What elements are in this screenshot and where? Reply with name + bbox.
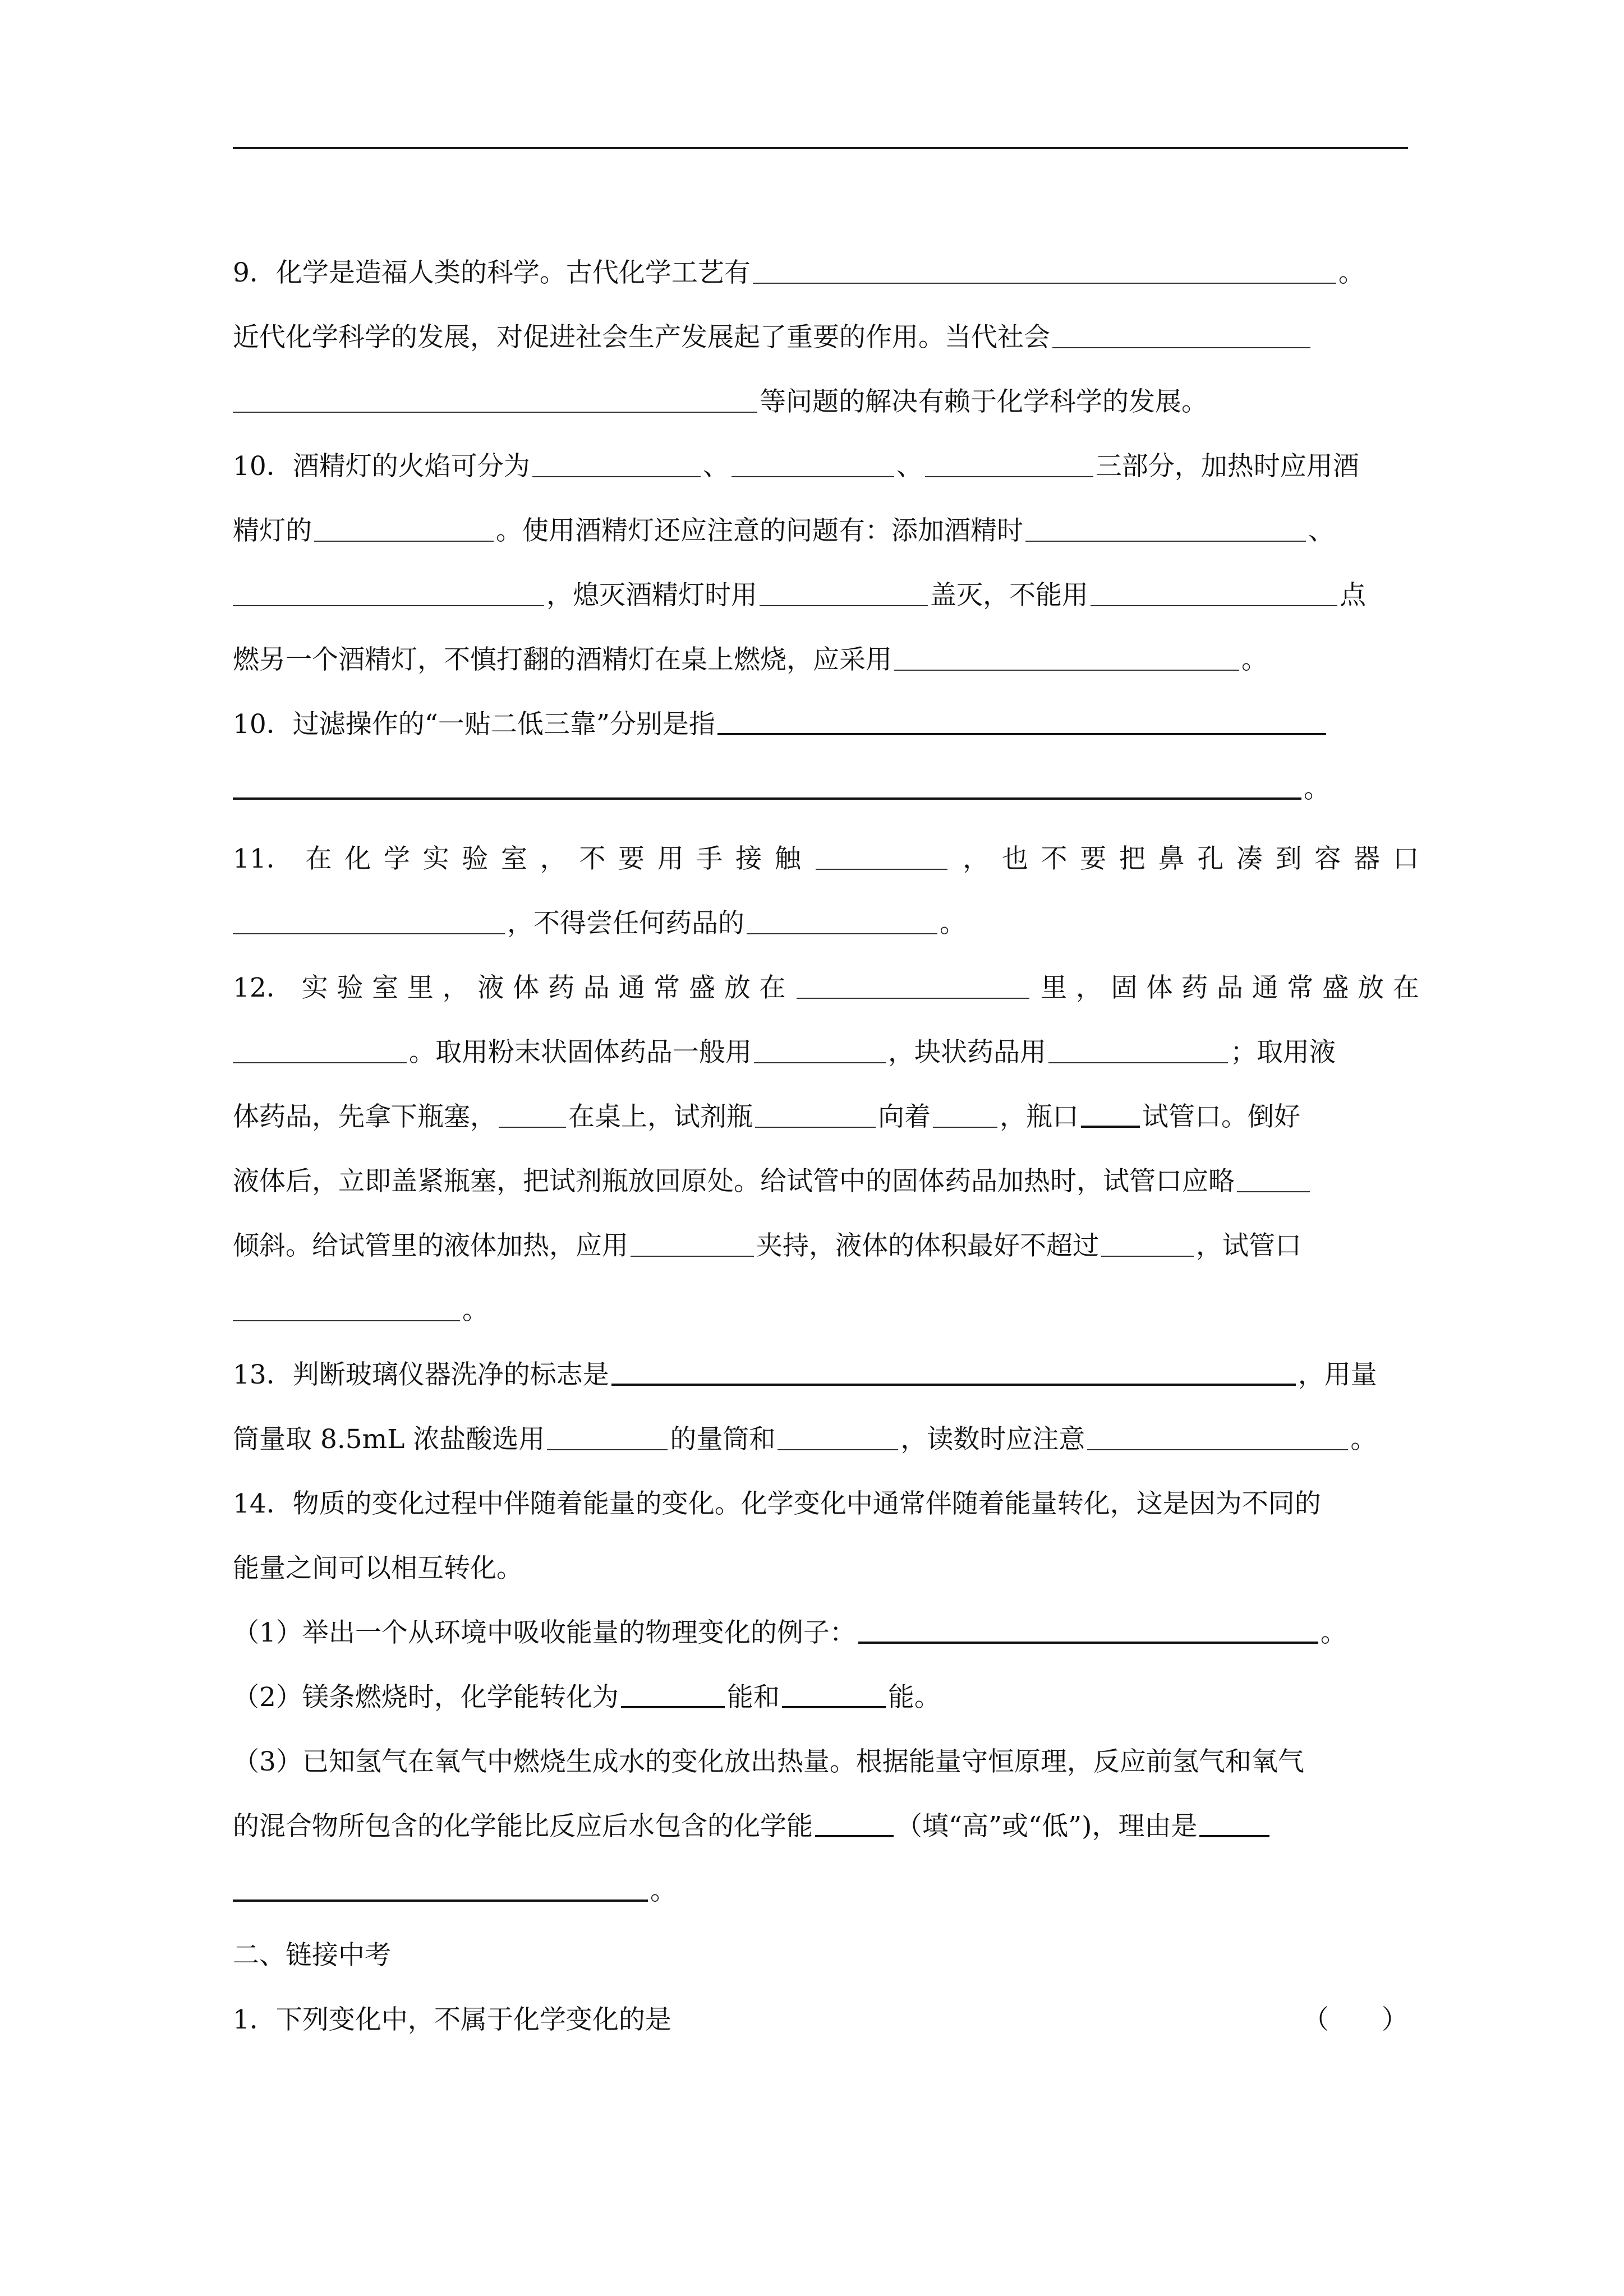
q13-line-1 [233,1354,1419,1388]
text: 验 [337,972,364,1003]
q14-sub-1 [233,1612,1419,1646]
text: 12． [233,972,293,1003]
q12-line-6 [233,1290,1419,1324]
text: 体药品，先拿下瓶塞， [233,1101,496,1132]
text: 试管口。倒好 [1142,1101,1300,1132]
blank [532,476,701,477]
text: 学 [383,843,410,874]
text: 9．化学是造福人类的科学。古代化学工艺有 [233,257,751,288]
text: 点 [1340,580,1366,611]
q12-line-1 [233,967,1419,1001]
text: 、 [896,451,923,482]
text: ，块状药品用 [888,1037,1046,1068]
blank [314,541,494,542]
blank [753,283,1336,284]
blank [233,605,544,606]
text: 。取用粉末状固体药品一般用 [409,1037,752,1068]
text: 里 [407,972,434,1003]
blank [1081,1126,1140,1128]
text: 口 [1392,843,1419,874]
text: 盛 [689,972,715,1003]
text: 化 [344,843,371,874]
q10-line-1 [233,446,1419,480]
text: 等问题的解决有赖于化学科学的发展。 [760,386,1208,417]
text: 固 [1111,972,1138,1003]
q12-line-5 [233,1225,1419,1259]
text: 。 [1241,644,1268,675]
text: 11． [233,843,293,874]
blank [1025,541,1306,542]
text: 三部分，加热时应用酒 [1095,451,1359,482]
text: 。使用酒精灯还应注意的问题有：添加酒精时 [496,515,1023,546]
text: 盖灭，不能用 [930,580,1088,611]
blank [233,1062,407,1063]
text: ，试管口 [1196,1230,1301,1261]
blank [621,1706,725,1708]
text: 品 [583,972,610,1003]
text: 要 [618,843,645,874]
q12-line-2 [233,1032,1419,1066]
text: 触 [774,843,801,874]
text: 的量筒和 [670,1424,776,1455]
header-rule [233,147,1408,149]
blank [782,1706,886,1708]
blank [1048,1062,1228,1063]
blank [1237,1191,1310,1192]
text: 10．过滤操作的“一贴二低三靠”分别是指 [233,709,715,740]
blank [233,1899,648,1902]
text: 药 [1181,972,1208,1003]
text: ，瓶口 [1000,1101,1079,1132]
blank [894,670,1239,671]
blank [1091,605,1337,606]
text: 倾斜。给试管里的液体加热，应用 [233,1230,628,1261]
text: 手 [696,843,723,874]
blank [547,1449,668,1450]
blank [797,998,1029,999]
q10b-line-1 [233,704,1419,740]
text: 近代化学科学的发展，对促进社会生产发展起了重要的作用。当代社会 [233,322,1050,353]
q14-line-1 [233,1483,1419,1517]
text: 在 [1392,972,1419,1003]
blank [747,933,937,934]
text: 。 [462,1295,489,1326]
q10-line-2 [233,510,1419,544]
q14-line-2 [233,1548,1419,1582]
text: ，不得尝任何药品的 [507,908,744,939]
q14-sub-3-line-2 [233,1806,1419,1842]
q14-sub-3-line-3 [233,1870,1419,1904]
blank [815,1835,894,1837]
text: （1）举出一个从环境中吸收能量的物理变化的例子： [233,1617,856,1648]
text: 能。 [887,1682,941,1713]
text: 液体后，立即盖紧瓶塞，把试剂瓶放回原处。给试管中的固体药品加热时，试管口应略 [233,1166,1235,1197]
text: 实 [422,843,449,874]
text: ， [442,972,469,1003]
text: 接 [735,843,762,874]
blank [233,797,1301,800]
answer-paren: （ ） [1303,2004,1408,2035]
q14-sub-2 [233,1677,1419,1711]
blank [778,1449,898,1450]
text: 不 [1041,843,1068,874]
text: 、 [1308,515,1335,546]
blank [933,1127,997,1128]
blank [233,1320,460,1321]
q9-line-1 [233,252,1419,286]
text: 常 [654,972,680,1003]
text: （填“高”或“低”)，理由是 [896,1811,1198,1842]
text: 、 [702,451,729,482]
blank [858,1642,1318,1644]
text: 不 [579,843,606,874]
text: 放 [1357,972,1384,1003]
text: 要 [1080,843,1107,874]
text: 的混合物所包含的化学能比反应后水包含的化学能 [233,1811,813,1842]
text: 燃另一个酒精灯，不慎打翻的酒精灯在桌上燃烧，应采用 [233,644,892,675]
text: 里 [1041,972,1068,1003]
section-2-title [233,1935,1419,1971]
text: 器 [1354,843,1380,874]
blank [611,1384,1296,1386]
text: ， [1075,972,1102,1003]
text: 在桌上，试剂瓶 [568,1101,753,1132]
text: 凑 [1236,843,1263,874]
text: 到 [1275,843,1302,874]
blank [816,869,947,870]
blank [717,733,1326,735]
text: 。 [1304,773,1330,804]
text: 在 [759,972,786,1003]
text: 室 [500,843,527,874]
text: ；取用液 [1230,1037,1336,1068]
q9-line-2 [233,317,1419,351]
text: 把 [1119,843,1145,874]
text: ，读数时应注意 [900,1424,1085,1455]
blank [755,1127,876,1128]
q9-line-3 [233,381,1419,415]
text: 孔 [1197,843,1224,874]
blank [1101,1256,1194,1257]
q11-line-1 [233,838,1419,872]
blank [760,605,928,606]
text: ，用量 [1298,1359,1377,1390]
text: 。 [1320,1617,1347,1648]
section-2-q1 [233,1999,1419,2033]
text: 筒量取 8.5mL 浓盐酸选用 [233,1424,545,1455]
blank [1087,1449,1348,1450]
q10b-line-2 [233,768,1419,802]
text: 室 [372,972,399,1003]
blank [925,476,1093,477]
text: 二、链接中考 [233,1940,391,1971]
q13-line-2 [233,1419,1419,1453]
text: 盛 [1322,972,1349,1003]
text: 能量之间可以相互转化。 [233,1553,523,1584]
text: 用 [657,843,684,874]
text: 精灯的 [233,515,312,546]
blank [499,1127,566,1128]
q12-line-4 [233,1161,1419,1195]
text: 实 [301,972,328,1003]
q10-line-3 [233,575,1419,611]
text: 14．物质的变化过程中伴随着能量的变化。化学变化中通常伴随着能量转化，这是因为不同的 [233,1488,1321,1519]
text: ， [963,843,990,874]
text: 体 [1146,972,1173,1003]
text: 品 [1216,972,1243,1003]
text: 向着 [878,1101,931,1132]
text: 常 [1287,972,1314,1003]
text: ，熄灭酒精灯时用 [546,580,757,611]
text: （2）镁条燃烧时，化学能转化为 [233,1682,619,1713]
text: 放 [724,972,751,1003]
blank [1052,347,1310,348]
text: 体 [513,972,540,1003]
blank [732,476,894,477]
blank [1199,1835,1269,1837]
blank [631,1256,754,1257]
text: 13．判断玻璃仪器洗净的标志是 [233,1359,609,1390]
q10-line-4 [233,639,1419,673]
text: 能和 [726,1682,780,1713]
text: 。 [650,1875,677,1906]
blank [754,1062,886,1063]
text: 。 [1350,1424,1377,1455]
blank [233,412,757,413]
text: 通 [1252,972,1278,1003]
q14-sub-3-line-1 [233,1741,1419,1775]
text: 通 [618,972,645,1003]
text: 在 [305,843,332,874]
blank [233,933,505,934]
q12-line-3 [233,1096,1419,1130]
text: 容 [1314,843,1341,874]
text: 。 [940,908,966,939]
text: 也 [1001,843,1028,874]
text: 药 [548,972,574,1003]
text: 。 [1338,257,1365,288]
text: 液 [477,972,504,1003]
text: 10．酒精灯的火焰可分为 [233,451,530,482]
text: （3）已知氢气在氧气中燃烧生成水的变化放出热量。根据能量守恒原理，反应前氢气和氧气 [233,1746,1304,1777]
text: 验 [462,843,489,874]
text: 鼻 [1158,843,1185,874]
text: 1．下列变化中，不属于化学变化的是 [233,2004,671,2035]
text: 夹持，液体的体积最好不超过 [756,1230,1099,1261]
text: ， [540,843,567,874]
q11-line-2 [233,903,1419,937]
